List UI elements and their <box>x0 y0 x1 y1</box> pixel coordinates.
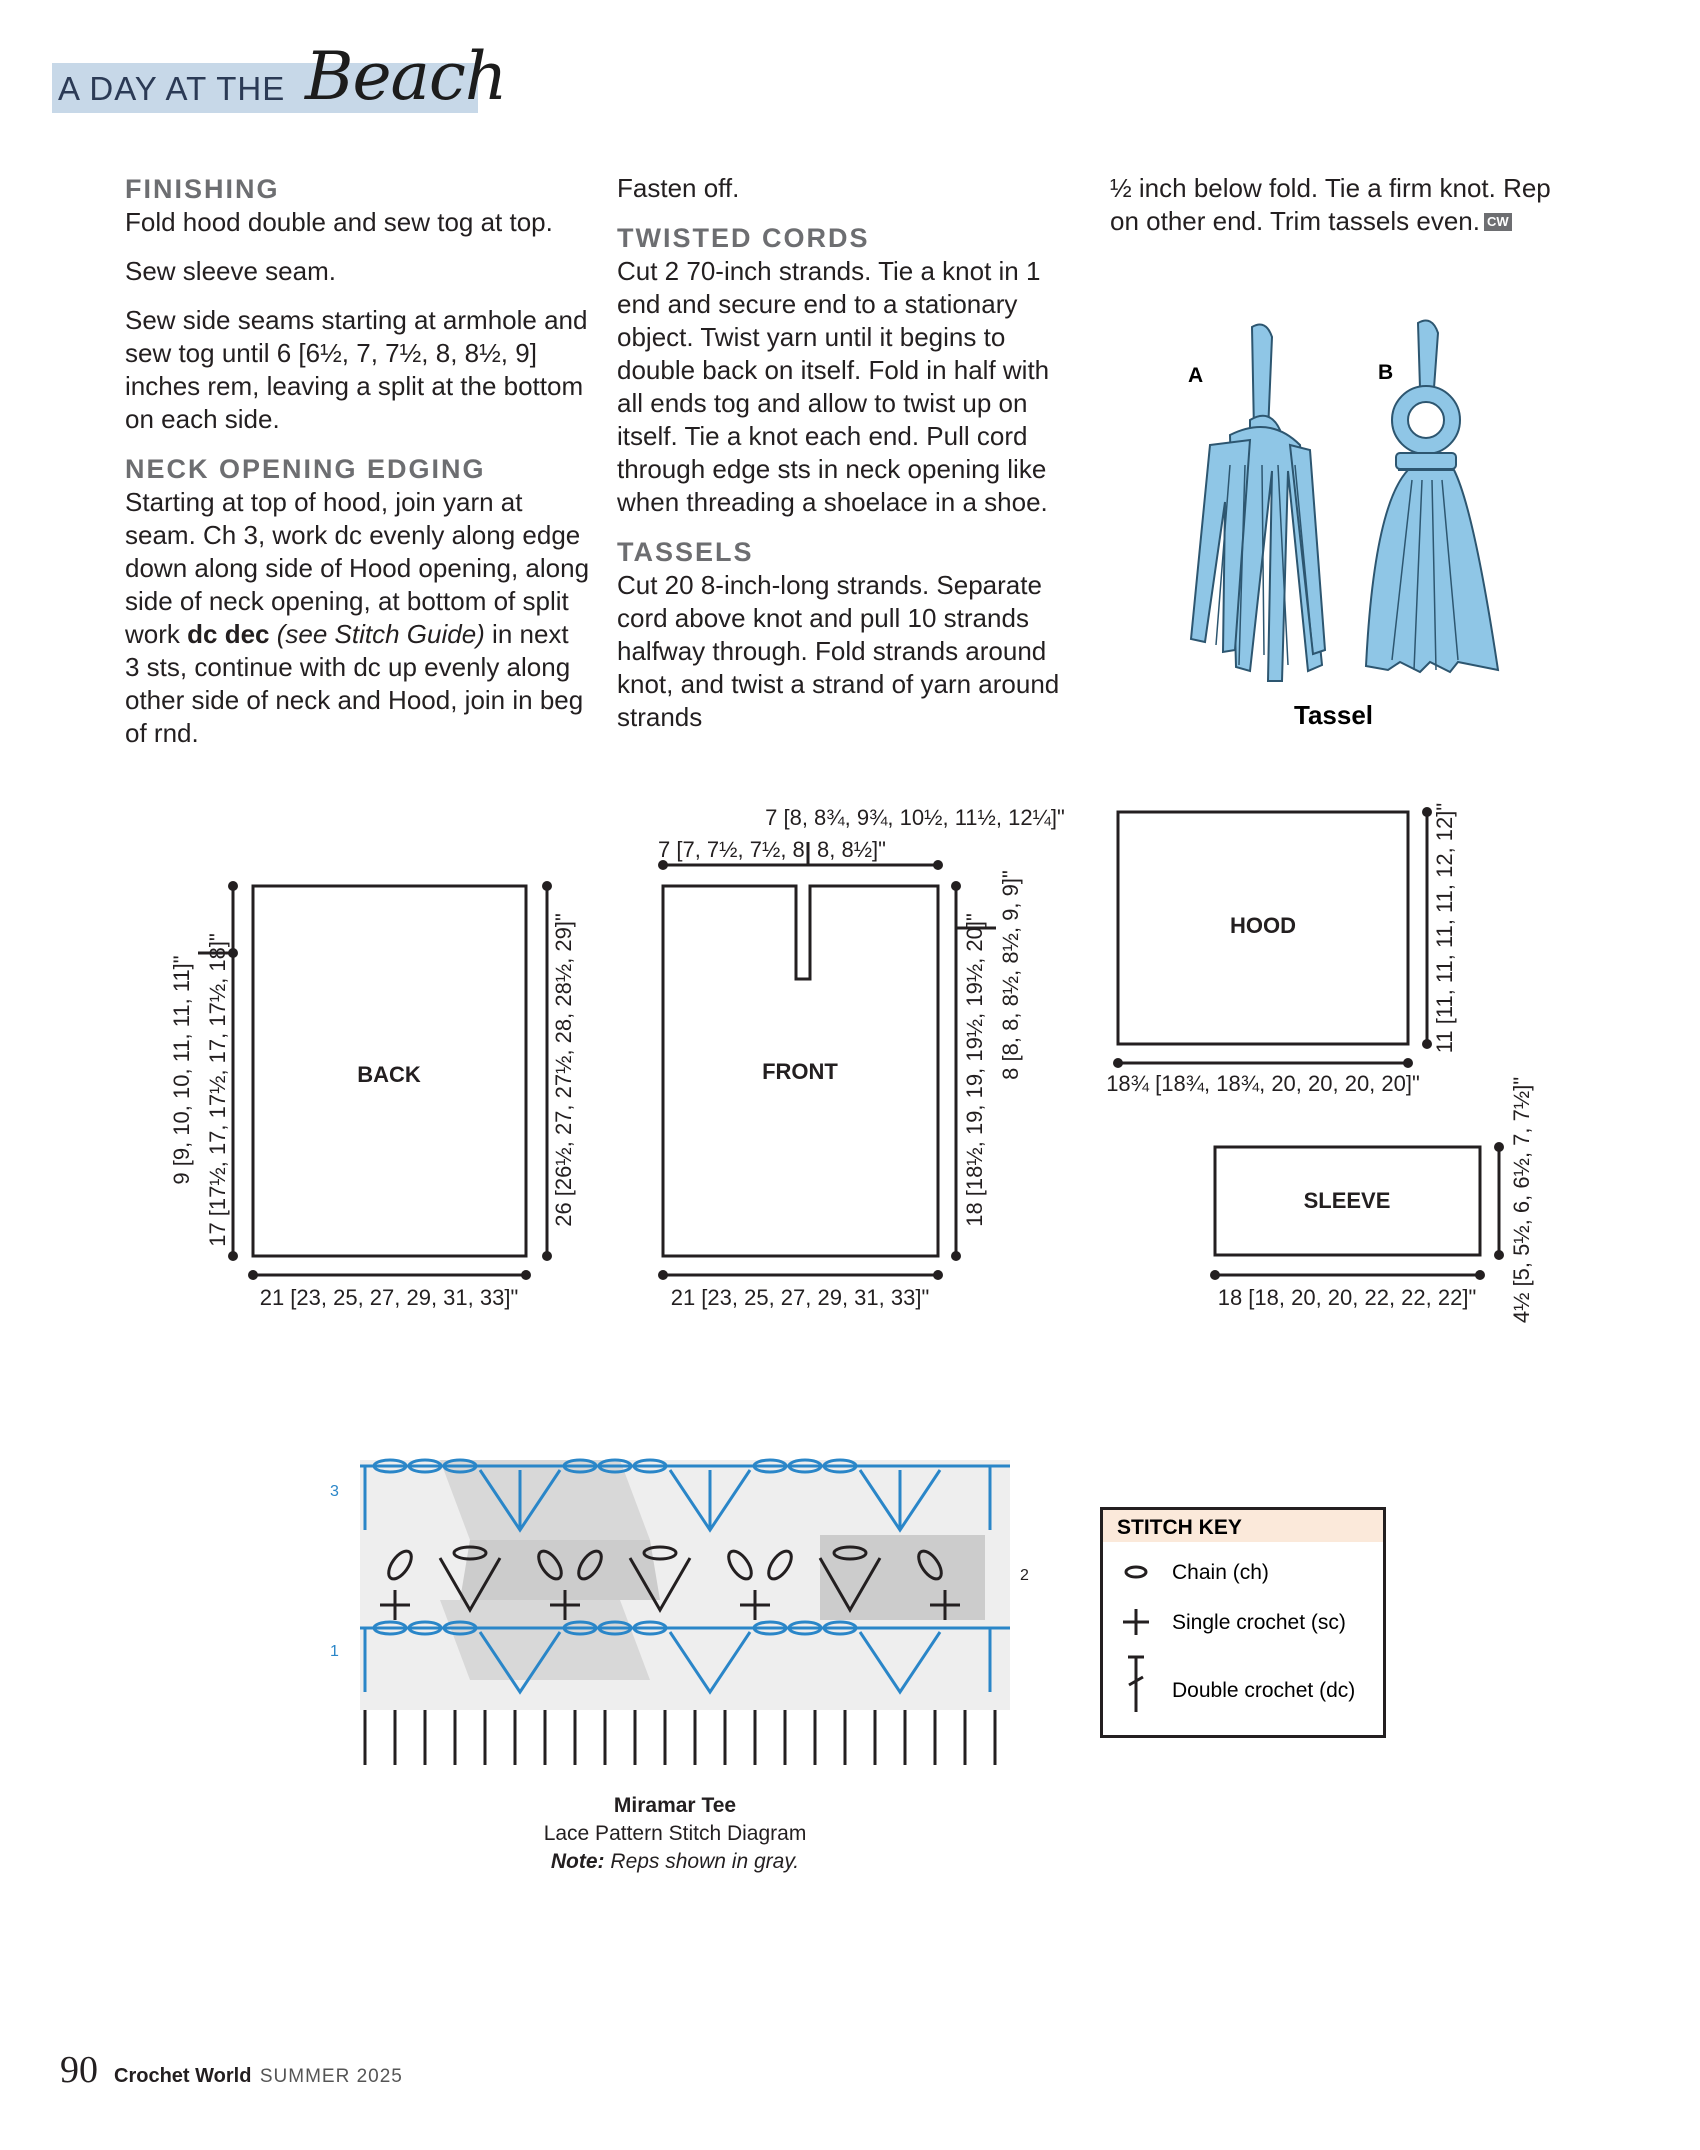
front-top-inner-dim: 7 [7, 7½, 7½, 8, 8, 8½]" <box>658 837 886 862</box>
dim-endpoint <box>1210 1270 1220 1280</box>
front-right-inner-dim: 18 [18½, 19, 19, 19½, 19½, 20]" <box>962 913 987 1227</box>
hood-bottom-dim: 18¾ [18¾, 18¾, 20, 20, 20, 20]" <box>1106 1071 1420 1096</box>
front-bottom-dim: 21 [23, 25, 27, 29, 31, 33]" <box>670 1285 930 1310</box>
dim-endpoint <box>1422 807 1432 817</box>
dim-endpoint <box>1113 1058 1123 1068</box>
diagram-note <box>551 1850 799 1873</box>
stitch-key-title: STITCH KEY <box>1117 1516 1242 1539</box>
dim-endpoint <box>521 1270 531 1280</box>
neck-edging-italic: (see Stitch Guide) <box>276 619 485 649</box>
neck-edging-bold: dc dec <box>187 619 270 649</box>
page-number: 90 <box>60 2049 98 2091</box>
dim-endpoint <box>1494 1250 1504 1260</box>
banner-prefix: A DAY AT THE <box>58 70 286 107</box>
sleeve-right-dim: 4½ [5, 5½, 6, 6½, 7, 7½]" <box>1509 1076 1534 1324</box>
finishing-paragraph: Fold hood double and sew tog at top. <box>125 207 553 237</box>
finishing-paragraph: Sew side seams starting at armhole and sew tog until 6 [6½, 7, 7½, 8, 8½, 9] inches rem, leaving a split at the bottom on each side. <box>125 305 588 434</box>
lace-stitch-diagram <box>320 1440 1040 1880</box>
sleeve-label: SLEEVE <box>1303 1188 1391 1213</box>
diagram-note-label: Note: <box>550 1850 605 1873</box>
tassels-continued <box>1110 172 1580 238</box>
text-column-1 <box>125 172 590 766</box>
dim-endpoint <box>658 1270 668 1280</box>
tassel-label-b: B <box>1378 361 1394 384</box>
tassel-a <box>1191 325 1325 681</box>
text-column-2 <box>617 172 1082 750</box>
tassels-heading: TASSELS <box>617 537 754 567</box>
back-right-dim: 26 [26½, 27, 27½, 28, 28½, 29]" <box>551 913 576 1227</box>
diagram-subtitle: Lace Pattern Stitch Diagram <box>543 1822 807 1845</box>
neck-edging-paragraph <box>125 486 590 750</box>
row-label-2: 2 <box>1020 1567 1029 1584</box>
dim-endpoint <box>1403 1058 1413 1068</box>
twisted-cords-heading: TWISTED CORDS <box>617 223 870 253</box>
tassel-b-cord <box>1418 321 1438 392</box>
sleeve-bottom-dim: 18 [18, 20, 20, 22, 22, 22]" <box>1217 1285 1477 1310</box>
dim-endpoint <box>228 1251 238 1261</box>
back-left-inner-dim: 17 [17½, 17, 17½, 17, 17½, 18]" <box>205 933 230 1247</box>
text-column-3 <box>1110 172 1580 254</box>
neck-edging-heading: NECK OPENING EDGING <box>125 454 486 484</box>
page-footer <box>60 2048 403 2092</box>
front-label: FRONT <box>762 1059 838 1084</box>
stitch-key <box>1100 1507 1390 1742</box>
twisted-cords-paragraph: Cut 2 70-inch strands. Tie a knot in 1 end and secure end to a stationary object. Twist yarn until it begins to double back on itself. Fold in half with all ends tog and allow to twist up on itself. Tie a knot each end. Pull cord through edge sts in neck opening like when threading a shoelace in a shoe. <box>617 256 1050 517</box>
back-left-outer-dim: 9 [9, 10, 10, 11, 11, 11]" <box>169 955 194 1185</box>
dim-endpoint <box>933 860 943 870</box>
hood-label: HOOD <box>1230 913 1296 938</box>
dim-endpoint <box>1475 1270 1485 1280</box>
dim-endpoint <box>951 1251 961 1261</box>
dim-endpoint <box>542 881 552 891</box>
neck-edging-text: Starting at top of hood, join yarn at seam. Ch 3, work dc evenly along edge down along side of Hood opening, along side of neck opening, at bottom of split work <box>125 487 590 649</box>
finishing-paragraph: Sew sleeve seam. <box>125 256 336 286</box>
fasten-off-text: Fasten off. <box>617 173 740 203</box>
dim-endpoint <box>1422 1039 1432 1049</box>
tassel-caption: Tassel <box>1294 700 1374 730</box>
dim-endpoint <box>542 1251 552 1261</box>
tassel-figure <box>1150 315 1550 735</box>
magazine-issue: SUMMER 2025 <box>259 2066 403 2087</box>
stitch-key-chain: Chain (ch) <box>1172 1561 1269 1584</box>
row-label-3: 3 <box>330 1483 339 1500</box>
diagram-note-text: Reps shown in gray. <box>604 1850 800 1873</box>
finishing-heading: FINISHING <box>125 174 280 204</box>
magazine-name: Crochet World <box>114 2065 252 2087</box>
diagram-title: Miramar Tee <box>613 1794 737 1817</box>
dim-endpoint <box>248 1270 258 1280</box>
tassels-continued-text: ½ inch below fold. Tie a firm knot. Rep on other end. Trim tassels even. <box>1110 173 1551 236</box>
tassel-b-wrap <box>1396 453 1456 469</box>
tassel-label-a: A <box>1188 364 1204 387</box>
front-top-outer-dim: 7 [8, 8¾, 9¾, 10½, 11½, 12¼]" <box>765 805 1065 830</box>
neck-edging-text-end: in next 3 sts, continue with dc up evenly along other side of neck and Hood, join in beg of rnd. <box>125 619 584 748</box>
stitch-key-dc: Double crochet (dc) <box>1172 1679 1356 1702</box>
dim-endpoint <box>933 1270 943 1280</box>
tassel-b-loop-hole <box>1408 402 1444 438</box>
dim-endpoint <box>951 881 961 891</box>
dim-endpoint <box>228 881 238 891</box>
back-bottom-dim: 21 [23, 25, 27, 29, 31, 33]" <box>259 1285 519 1310</box>
back-label: BACK <box>357 1062 421 1087</box>
front-right-outer-dim: 8 [8, 8, 8½, 8½, 9, 9]" <box>998 870 1023 1080</box>
garment-schematics <box>0 780 1700 1340</box>
dim-endpoint <box>1494 1142 1504 1152</box>
tassels-paragraph: Cut 20 8-inch-long strands. Separate cord above knot and pull 10 strands halfway through. Fold strands around knot, and twist a strand of yarn around strands <box>617 570 1060 732</box>
banner-script-title: Beach <box>305 38 507 115</box>
cw-end-badge: CW <box>1484 213 1512 231</box>
stitch-key-sc: Single crochet (sc) <box>1172 1611 1346 1634</box>
hood-right-dim: 11 [11, 11, 11, 11, 12, 12]" <box>1432 802 1457 1054</box>
row-label-1: 1 <box>330 1643 339 1660</box>
